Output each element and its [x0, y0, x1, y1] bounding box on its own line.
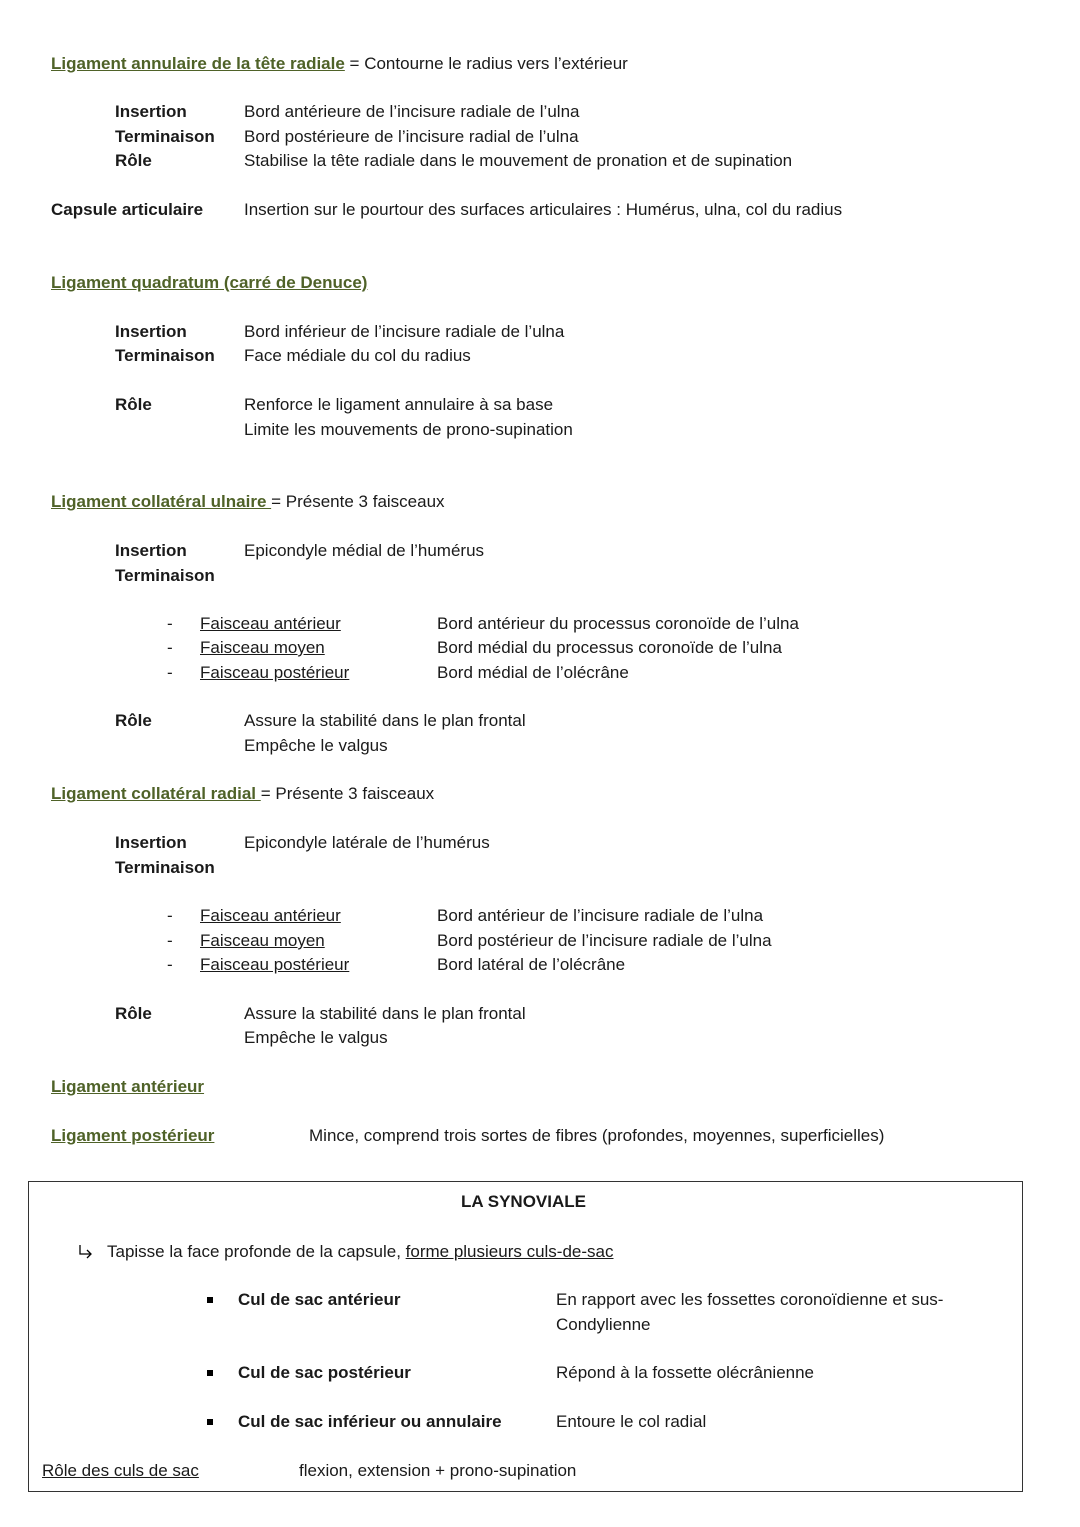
radial-title: Ligament collatéral radial: [51, 784, 261, 803]
annulaire-role: Stabilise la tête radiale dans le mouvement de pronation et de supination: [244, 151, 793, 170]
ulnaire-role-label: Rôle: [115, 711, 152, 730]
ulnaire-faisceau-name: Faisceau antérieur: [200, 614, 341, 633]
quadratum-insertion-label: Insertion: [115, 322, 187, 341]
cul-de-sac-text-2: Condylienne: [556, 1315, 651, 1334]
cul-de-sac-name: Cul de sac antérieur: [238, 1290, 401, 1309]
radial-dash: -: [167, 931, 173, 950]
ulnaire-dash: -: [167, 614, 173, 633]
quadratum-role-1: Renforce le ligament annulaire à sa base: [244, 395, 554, 414]
cul-de-sac-text: En rapport avec les fossettes coronoïdienne et sus-: [556, 1290, 944, 1309]
ulnaire-faisceau-text: Bord antérieur du processus coronoïde de l’ulna: [437, 614, 799, 633]
ulnaire-faisceau-text: Bord médial de l’olécrâne: [437, 663, 629, 682]
bullet-icon: [207, 1419, 213, 1425]
posterieur-title: Ligament postérieur: [51, 1126, 215, 1145]
capsule-text: Insertion sur le pourtour des surfaces articulaires : Humérus, ulna, col du radius: [244, 200, 843, 219]
annulaire-insertion: Bord antérieure de l’incisure radiale de l’ulna: [244, 102, 580, 121]
cul-de-sac-text: Répond à la fossette olécrânienne: [556, 1363, 815, 1382]
radial-insertion-label: Insertion: [115, 833, 187, 852]
ulnaire-faisceau-text: Bord médial du processus coronoïde de l’ulna: [437, 638, 782, 657]
synoviale-role: flexion, extension + prono-supination: [299, 1461, 577, 1480]
cul-de-sac-text: Entoure le col radial: [556, 1412, 707, 1431]
ulnaire-title: Ligament collatéral ulnaire: [51, 492, 272, 511]
annulaire-terminaison-label: Terminaison: [115, 127, 215, 146]
radial-dash: -: [167, 906, 173, 925]
radial-role-1: Assure la stabilité dans le plan frontal: [244, 1004, 526, 1023]
ulnaire-role-2: Empêche le valgus: [244, 736, 388, 755]
radial-dash: -: [167, 955, 173, 974]
ulnaire-terminaison-label: Terminaison: [115, 566, 215, 585]
bullet-icon: [207, 1370, 213, 1376]
ulnaire-faisceau-name: Faisceau postérieur: [200, 663, 350, 682]
anterieur-title: Ligament antérieur: [51, 1077, 205, 1096]
quadratum-role-label: Rôle: [115, 395, 152, 414]
synoviale-title: LA SYNOVIALE: [461, 1192, 586, 1211]
ulnaire-desc: = Présente 3 faisceaux: [271, 492, 445, 511]
cul-de-sac-name: Cul de sac postérieur: [238, 1363, 411, 1382]
bullet-icon: [207, 1297, 213, 1303]
radial-faisceau-text: Bord postérieur de l’incisure radiale de l’ulna: [437, 931, 772, 950]
synoviale-intro: Tapisse la face profonde de la capsule,: [107, 1242, 406, 1261]
section-annulaire-heading: [51, 53, 628, 75]
posterieur-text: Mince, comprend trois sortes de fibres (profondes, moyennes, superficielles): [309, 1126, 885, 1145]
radial-desc: = Présente 3 faisceaux: [260, 784, 435, 803]
section-ulnaire-heading: [51, 491, 445, 513]
synoviale-intro-link: forme plusieurs culs-de-sac: [405, 1242, 614, 1261]
annulaire-title: Ligament annulaire de la tête radiale: [51, 54, 345, 73]
radial-role-2: Empêche le valgus: [244, 1028, 388, 1047]
annulaire-desc: = Contourne le radius vers l’extérieur: [344, 54, 628, 73]
capsule-label: Capsule articulaire: [51, 200, 204, 219]
section-radial-heading: [51, 783, 434, 805]
ulnaire-insertion: Epicondyle médial de l’humérus: [244, 541, 485, 560]
ulnaire-dash: -: [167, 638, 173, 657]
ulnaire-insertion-label: Insertion: [115, 541, 187, 560]
radial-faisceau-text: Bord antérieur de l’incisure radiale de l’ulna: [437, 906, 764, 925]
ulnaire-faisceau-name: Faisceau moyen: [200, 638, 325, 657]
annulaire-insertion-label: Insertion: [115, 102, 187, 121]
cul-de-sac-name: Cul de sac inférieur ou annulaire: [238, 1412, 502, 1431]
radial-faisceau-name: Faisceau postérieur: [200, 955, 350, 974]
annulaire-terminaison: Bord postérieure de l’incisure radial de l’ulna: [244, 127, 579, 146]
radial-faisceau-text: Bord latéral de l’olécrâne: [437, 955, 626, 974]
ulnaire-dash: -: [167, 663, 173, 682]
radial-faisceau-name: Faisceau antérieur: [200, 906, 341, 925]
annulaire-role-label: Rôle: [115, 151, 152, 170]
radial-role-label: Rôle: [115, 1004, 152, 1023]
synoviale-role-label: Rôle des culs de sac: [42, 1461, 199, 1480]
quadratum-title: Ligament quadratum (carré de Denuce): [51, 273, 368, 292]
synoviale-intro-line: [107, 1241, 614, 1263]
synoviale-box: [28, 1181, 1023, 1492]
arrow-icon: [77, 1243, 95, 1261]
quadratum-terminaison-label: Terminaison: [115, 346, 215, 365]
quadratum-role-2: Limite les mouvements de prono-supination: [244, 420, 573, 439]
quadratum-insertion: Bord inférieur de l’incisure radiale de l’ulna: [244, 322, 565, 341]
radial-faisceau-name: Faisceau moyen: [200, 931, 325, 950]
ulnaire-role-1: Assure la stabilité dans le plan frontal: [244, 711, 526, 730]
radial-insertion: Epicondyle latérale de l’humérus: [244, 833, 490, 852]
radial-terminaison-label: Terminaison: [115, 858, 215, 877]
quadratum-terminaison: Face médiale du col du radius: [244, 346, 471, 365]
